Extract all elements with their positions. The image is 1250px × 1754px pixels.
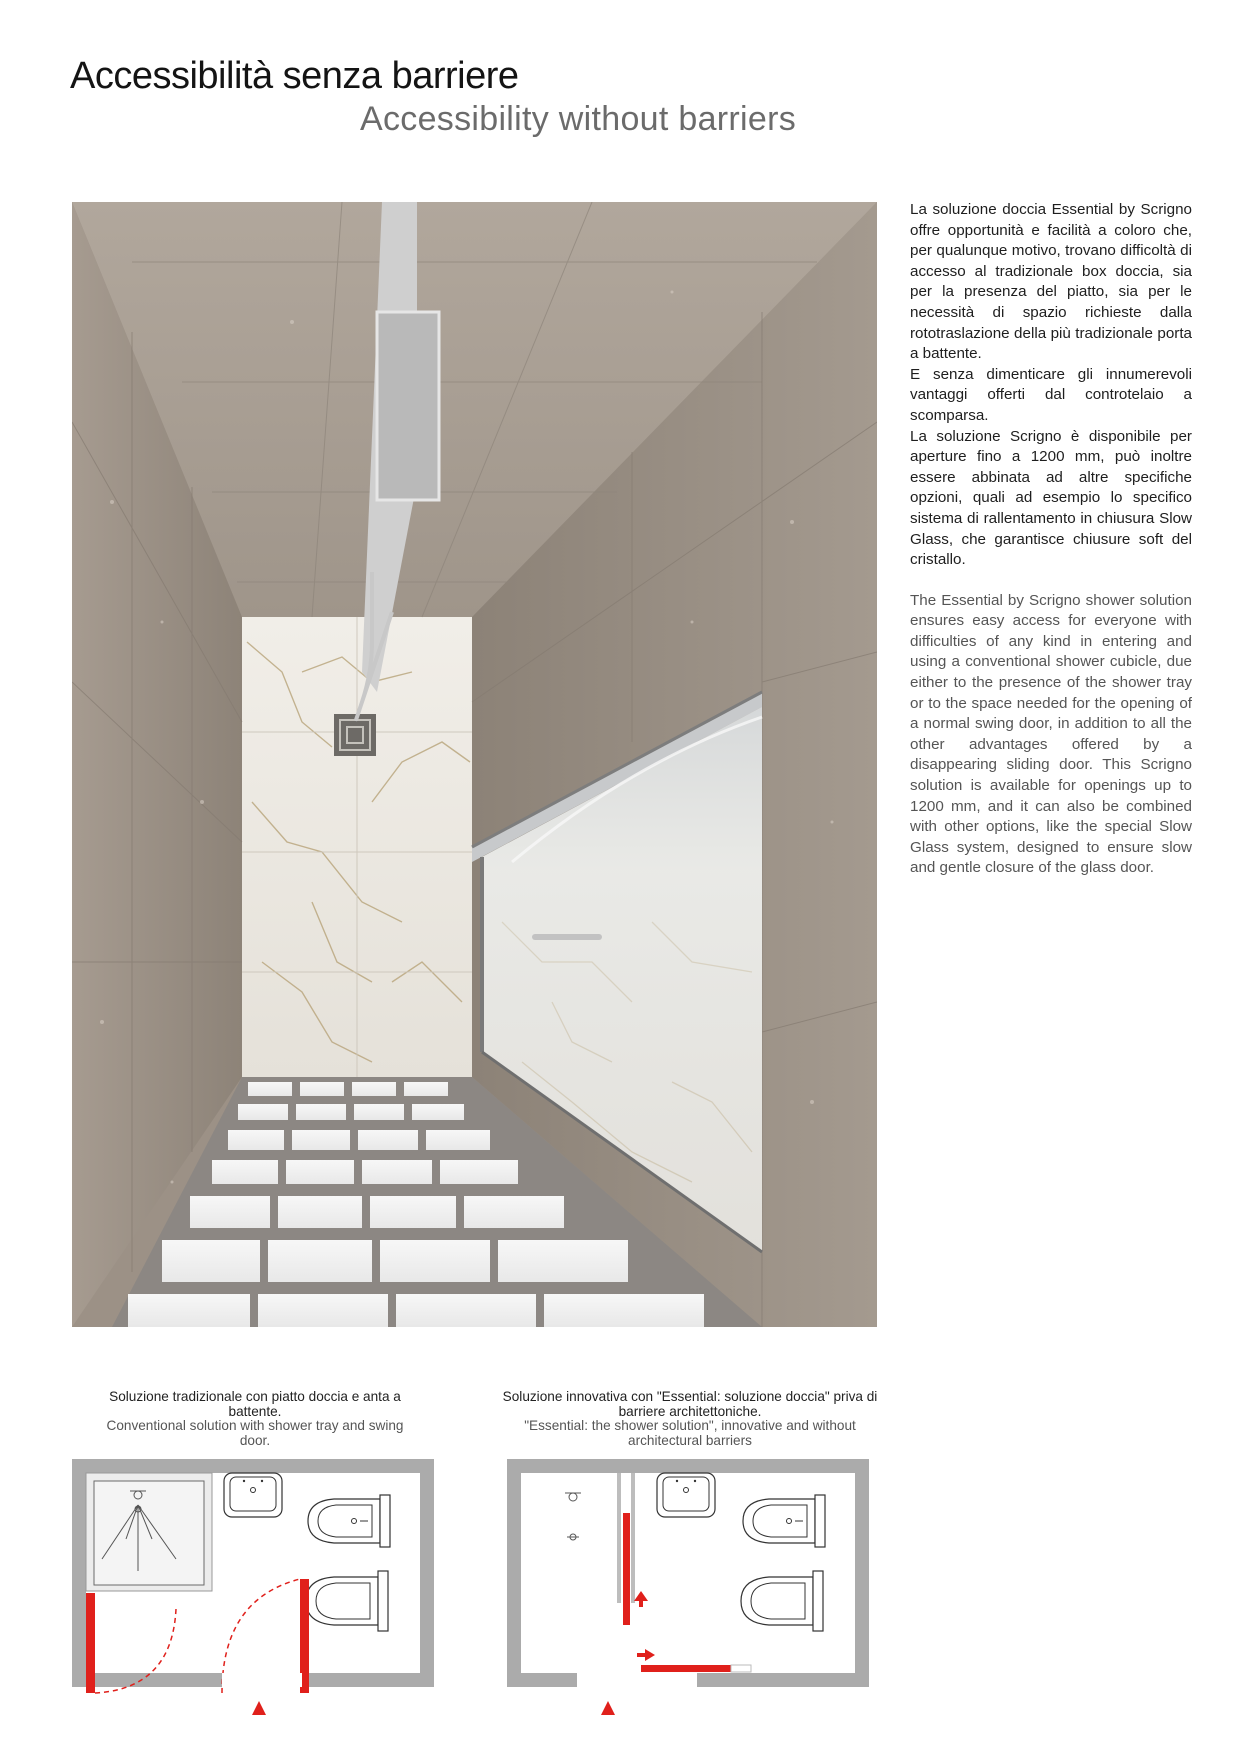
- caption-traditional: [90, 1390, 420, 1448]
- page-subtitle: Accessibility without barriers: [360, 100, 797, 138]
- washbasin-icon: [224, 1473, 282, 1517]
- caption-innovative-it: Soluzione innovativa con "Essential: soluzione doccia" priva di barriere architettoniche.: [502, 1389, 878, 1419]
- paragraph-it-3: La soluzione Scrigno è disponibile per aperture fino a 1200 mm, può inoltre essere abbinata ad altre specifiche opzioni, quali ad esempio lo specifico sistema di rallentamento in chiusura Slow Glass, che garantisce chiusure soft del cristallo.: [910, 427, 1192, 569]
- shower-render-image: [72, 202, 877, 1327]
- entrance-arrow-icon: [601, 1701, 615, 1715]
- entrance-arrow-icon: [252, 1701, 266, 1715]
- page-title: Accessibilità senza barriere: [70, 55, 519, 97]
- shower-swing-door: [86, 1593, 95, 1693]
- caption-traditional-en: Conventional solution with shower tray and swing door.: [106, 1418, 404, 1448]
- bidet-icon: [743, 1495, 825, 1547]
- description-text: [910, 200, 1192, 879]
- washbasin-icon: [657, 1473, 715, 1517]
- floorplan-traditional: [72, 1459, 434, 1721]
- floorplan-innovative: [507, 1459, 869, 1721]
- paragraph-it-2: E senza dimenticare gli innumerevoli vantaggi offerti dal controtelaio a scomparsa.: [910, 365, 1192, 424]
- caption-innovative-en: "Essential: the shower solution", innovative and without architectural barriers: [524, 1418, 856, 1448]
- toilet-icon: [741, 1571, 823, 1631]
- sliding-shower-glass: [623, 1513, 630, 1625]
- toilet-icon: [306, 1571, 388, 1631]
- caption-innovative: [490, 1390, 890, 1448]
- sliding-room-door: [641, 1665, 731, 1672]
- bidet-icon: [308, 1495, 390, 1547]
- paragraph-en: The Essential by Scrigno shower solution ensures easy access for everyone with difficulties of any kind in entering and using a conventional shower cubicle, due either to the presence of the shower tray or to the space needed for the opening of a normal swing door, in addition to all the other advantages offered by a disappearing sliding door. This Scrigno solution is available for openings up to 1200 mm, and it can also be combined with other options, like the special Slow Glass system, designed to ensure slow and gentle closure of the glass door.: [910, 591, 1192, 877]
- paragraph-it-1: La soluzione doccia Essential by Scrigno offre opportunità e facilità a coloro che, per qualunque motivo, trovano difficoltà di accesso al tradizionale box doccia, sia per la presenza del piatto, sia per le necessità di spazio richieste dalla rototraslazione della più tradizionale porta a battente.: [910, 201, 1192, 363]
- caption-traditional-it: Soluzione tradizionale con piatto doccia e anta a battente.: [109, 1389, 401, 1419]
